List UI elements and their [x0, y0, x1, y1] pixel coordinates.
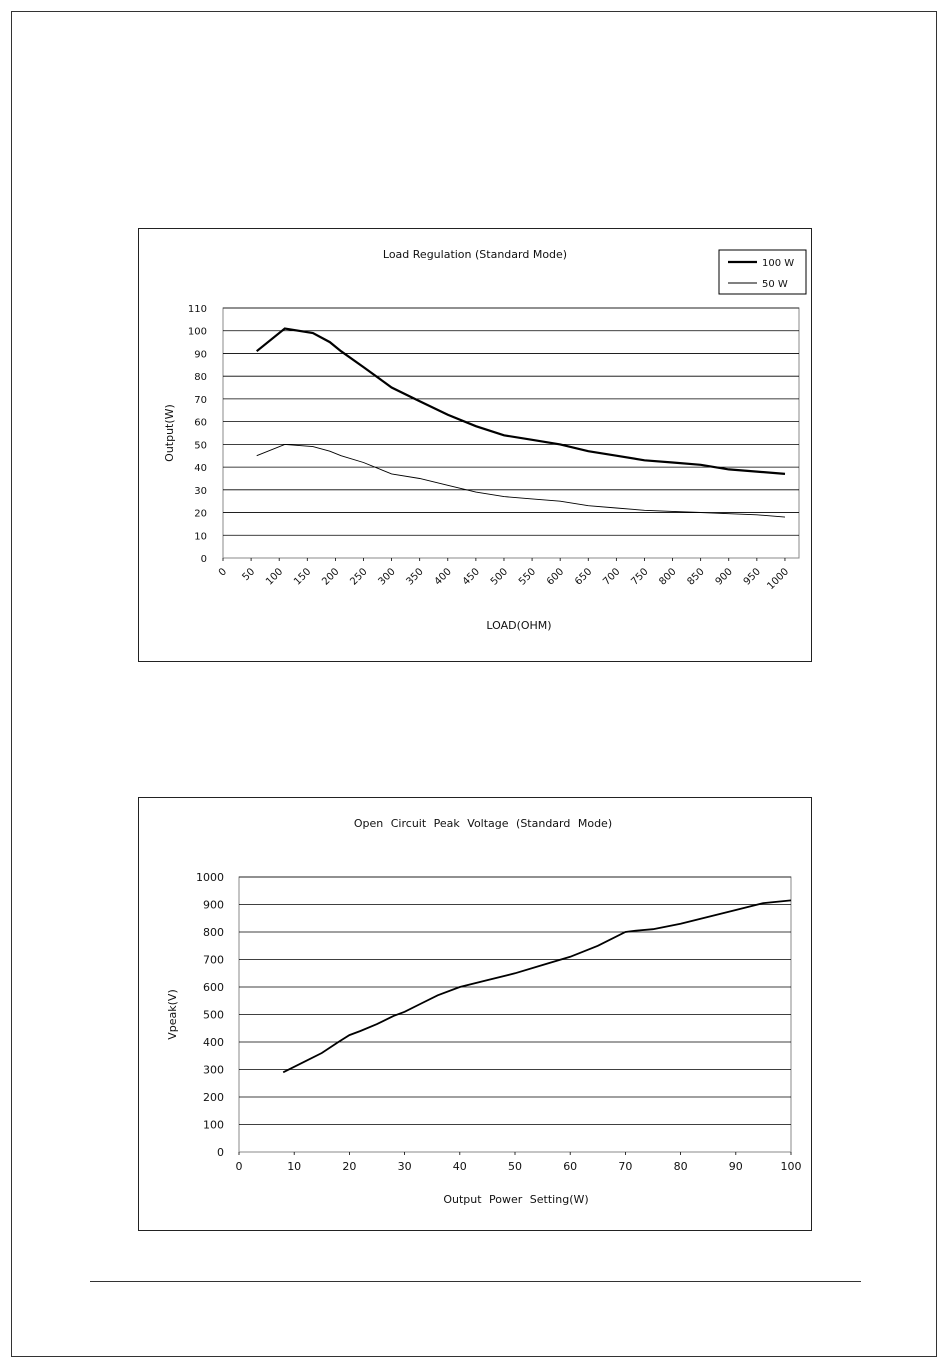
y-tick-label: 500	[203, 1008, 224, 1022]
y-tick-label: 100	[203, 1118, 224, 1132]
x-tick-label: 350	[404, 566, 426, 588]
x-tick-label: 300	[376, 566, 398, 588]
y-tick-label: 0	[217, 1146, 224, 1159]
x-tick-label: 200	[320, 566, 342, 588]
y-tick-label: 10	[194, 531, 207, 543]
footer-rule	[90, 1281, 861, 1282]
x-tick-label: 0	[216, 566, 230, 579]
y-tick-label: 800	[203, 926, 224, 939]
y-tick-label: 60	[194, 417, 207, 429]
x-tick-label: 800	[657, 566, 679, 588]
open-circuit-voltage-plot	[139, 798, 811, 1230]
y-tick-label: 600	[203, 981, 224, 994]
y-tick-label: 1000	[196, 871, 224, 884]
x-tick-label: 1000	[765, 566, 792, 593]
x-tick-label: 600	[545, 566, 567, 588]
y-axis-label: Vpeak(V)	[166, 989, 179, 1040]
x-tick-label: 40	[452, 1160, 467, 1173]
x-tick-label: 30	[397, 1160, 412, 1173]
y-tick-label: 80	[194, 372, 207, 384]
x-tick-label: 90	[728, 1160, 743, 1173]
x-tick-label: 100	[780, 1160, 802, 1173]
y-tick-label: 400	[203, 1036, 224, 1049]
x-tick-label: 650	[573, 566, 595, 588]
load-regulation-plot	[139, 229, 811, 661]
y-tick-label: 700	[203, 953, 224, 967]
x-tick-label: 70	[618, 1160, 633, 1173]
x-tick-label: 60	[563, 1160, 578, 1173]
y-tick-label: 30	[194, 485, 207, 497]
y-tick-label: 300	[203, 1063, 224, 1077]
y-tick-label: 50	[194, 440, 207, 452]
x-tick-label: 50	[240, 566, 258, 584]
x-tick-label: 700	[601, 566, 623, 588]
y-tick-label: 100	[187, 326, 207, 338]
y-tick-label: 110	[187, 304, 207, 315]
x-tick-label: 100	[264, 566, 286, 588]
legend-label: 100 W	[762, 258, 795, 269]
x-tick-label: 900	[713, 566, 735, 588]
x-tick-label: 0	[235, 1160, 243, 1173]
y-tick-label: 40	[194, 463, 207, 475]
open-circuit-voltage-chart	[138, 797, 812, 1231]
x-tick-label: 50	[508, 1160, 522, 1173]
plot-area	[223, 308, 799, 558]
y-tick-label: 0	[200, 554, 207, 565]
x-tick-label: 150	[292, 566, 314, 588]
y-tick-label: 90	[194, 349, 207, 361]
y-tick-label: 20	[194, 508, 207, 520]
legend-label: 50 W	[762, 279, 788, 290]
x-tick-label: 250	[348, 566, 370, 588]
x-tick-label: 10	[287, 1160, 302, 1173]
x-axis-label: Output Power Setting(W)	[443, 1193, 589, 1206]
chart-title: Open Circuit Peak Voltage (Standard Mode)	[353, 817, 613, 830]
y-tick-label: 70	[194, 394, 207, 406]
x-tick-label: 550	[516, 566, 539, 588]
load-regulation-chart	[138, 228, 812, 662]
x-tick-label: 20	[342, 1160, 357, 1173]
x-tick-label: 750	[629, 566, 651, 588]
y-axis-label: Output(W)	[163, 404, 176, 462]
x-tick-label: 400	[432, 566, 454, 588]
y-tick-label: 200	[203, 1091, 224, 1104]
x-tick-label: 450	[460, 566, 482, 588]
x-axis-label: LOAD(OHM)	[486, 619, 552, 632]
x-tick-label: 80	[673, 1160, 688, 1173]
x-tick-label: 500	[488, 566, 511, 588]
x-tick-label: 950	[741, 566, 763, 588]
y-tick-label: 900	[203, 898, 224, 912]
chart-title: Load Regulation (Standard Mode)	[382, 248, 568, 261]
x-tick-label: 850	[685, 566, 707, 588]
